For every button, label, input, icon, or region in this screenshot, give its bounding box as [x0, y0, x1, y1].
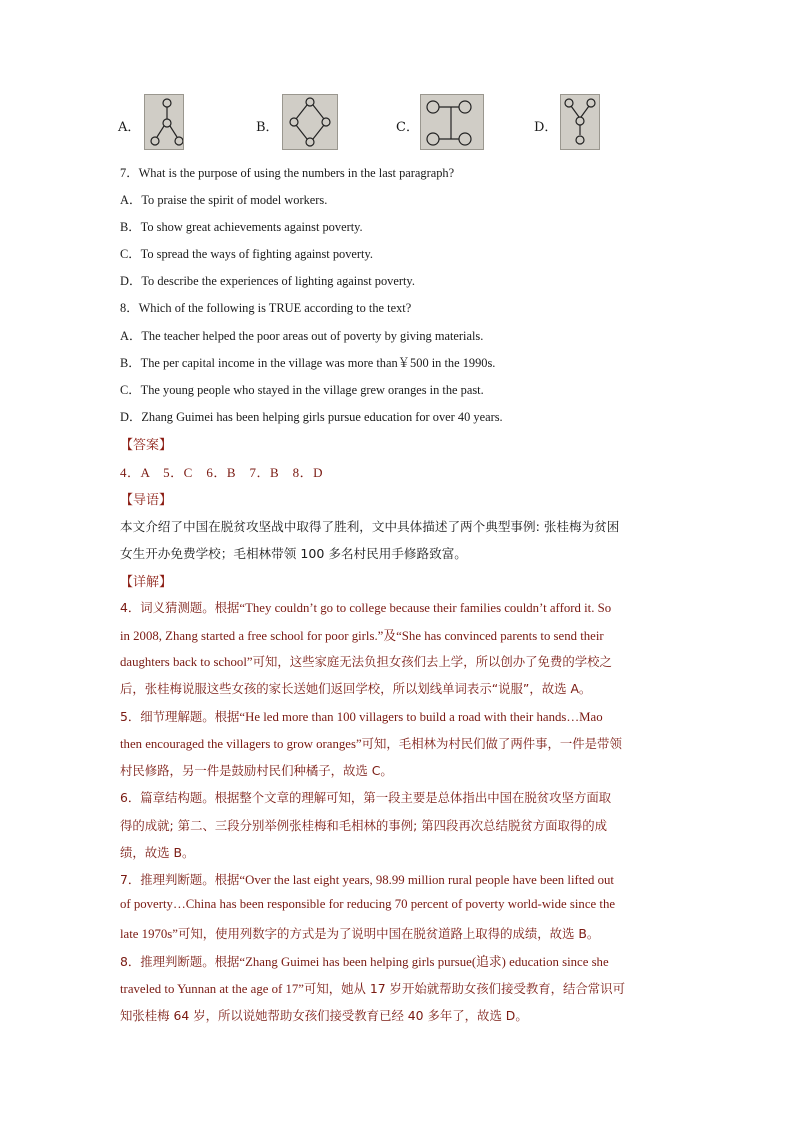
- detail-7-quote-cont: of poverty…China has been responsible for reducing 70 percent of poverty world-wide since the: [120, 897, 616, 911]
- detail-heading: 【详解】: [120, 575, 173, 590]
- q8-option-a: A．The teacher helped the poor areas out of poverty by giving materials.: [120, 329, 484, 343]
- detail-7-explain: 可知，使用列数字的方式是为了说明中国在脱贫道路上取得的成绩，故选 B。: [177, 926, 600, 941]
- detail-4-conclusion: 后，张桂梅说服这些女孩的家长送她们返回学校，所以划线单词表示“说服”，故选 A。: [120, 681, 592, 696]
- option-b-diagram: [282, 94, 338, 150]
- option-b-letter: B．: [256, 120, 279, 135]
- detail-6-line-3: [120, 843, 194, 861]
- q8-option-b: B．The per capital income in the village was more than￥500 in the 1990s.: [120, 356, 496, 370]
- detail-4-quote-end: daughters back to school”: [120, 655, 253, 669]
- detail-8-label: 8．推理判断题。根据: [120, 954, 240, 969]
- detail-5-line-1: [120, 707, 603, 725]
- detail-5-conclusion: 村民修路，另一件是鼓励村民们种橘子，故选 C。: [120, 763, 393, 778]
- detail-6-text-1: 6．篇章结构题。根据整个文章的理解可知，第一段主要是总体指出中国在脱贫攻坚方面取: [120, 790, 612, 805]
- q7-option-a: A．To praise the spirit of model workers.: [120, 193, 328, 207]
- detail-6-text-3: 绩，故选 B。: [120, 845, 195, 860]
- detail-5-line-3: [120, 761, 393, 779]
- detail-4-line-1: [120, 598, 611, 616]
- detail-4-label: 4．词义猜测题。根据: [120, 600, 240, 615]
- detail-8-explain: 可知，她从 17 岁开始就帮助女孩们接受教育，结合常识可: [303, 981, 625, 996]
- option-diagrams-row: [118, 94, 678, 154]
- detail-5-explain: 可知，毛相林为村民们做了两件事，一件是带领: [361, 736, 622, 751]
- detail-5-quote-end: then encouraged the villagers to grow oranges”: [120, 737, 362, 751]
- detail-7-quote-end: late 1970s”: [120, 927, 178, 941]
- detail-7-line-1: [120, 870, 614, 888]
- detail-6-line-2: [120, 816, 607, 834]
- guide-text-line-1: 本文介绍了中国在脱贫攻坚战中取得了胜利，文中具体描述了两个典型事例: 张桂梅为贫困: [120, 519, 620, 534]
- option-c-letter: C．: [396, 120, 419, 135]
- detail-6-line-1: [120, 788, 611, 806]
- detail-8-line-1: [120, 951, 609, 970]
- q8-option-d: D．Zhang Guimei has been helping girls pursue education for over 40 years.: [120, 410, 503, 424]
- detail-7-line-2: [120, 897, 615, 912]
- detail-8-line-2: [120, 979, 625, 997]
- detail-8-quote: “Zhang Guimei has been helping girls pursue(追求) education since she: [239, 955, 609, 969]
- answer-heading: 【答案】: [120, 438, 173, 453]
- option-a-diagram: [144, 94, 184, 150]
- answer-key: 4．A 5．C 6．B 7．B 8．D: [120, 465, 324, 480]
- guide-heading: 【导语】: [120, 493, 173, 508]
- detail-8-line-3: [120, 1006, 528, 1024]
- detail-8-quote-end: traveled to Yunnan at the age of 17”: [120, 982, 304, 996]
- guide-text-line-2: 女生开办免费学校；毛相林带领 100 多名村民用手修路致富。: [120, 546, 467, 561]
- q7-option-d: D．To describe the experiences of lighting against poverty.: [120, 274, 415, 288]
- detail-4-quote: “They couldn’t go to college because their families couldn’t afford it. So: [239, 601, 612, 615]
- option-a-letter: A．: [118, 120, 141, 135]
- detail-4-quote-cont: in 2008, Zhang started a free school for poor girls.”及“She has convinced parents to send their: [120, 629, 604, 643]
- detail-7-line-3: [120, 924, 599, 942]
- detail-4-line-3: [120, 652, 612, 670]
- option-d-letter: D．: [534, 120, 558, 135]
- q8-option-c: C．The young people who stayed in the village grew oranges in the past.: [120, 383, 484, 397]
- detail-5-line-2: [120, 734, 622, 752]
- detail-5-label: 5．细节理解题。根据: [120, 709, 240, 724]
- detail-6-text-2: 得的成就; 第二、三段分别举例张桂梅和毛相林的事例; 第四段再次总结脱贫方面取得的成: [120, 818, 608, 833]
- detail-4-explain: 可知，这些家庭无法负担女孩们去上学，所以创办了免费的学校之: [252, 654, 612, 669]
- option-d-diagram: [560, 94, 600, 150]
- q7-option-c: C．To spread the ways of fighting against poverty.: [120, 247, 373, 261]
- detail-4-line-2: [120, 625, 604, 644]
- detail-5-quote: “He led more than 100 villagers to build a road with their hands…Mao: [239, 710, 603, 724]
- detail-8-conclusion: 知张桂梅 64 岁，所以说她帮助女孩们接受教育已经 40 多年了，故选 D。: [120, 1008, 528, 1023]
- option-c-diagram: [420, 94, 484, 150]
- detail-7-label: 7．推理判断题。根据: [120, 872, 240, 887]
- q7-stem: 7．What is the purpose of using the numbers in the last paragraph?: [120, 166, 455, 180]
- q8-stem: 8．Which of the following is TRUE according to the text?: [120, 301, 412, 315]
- detail-7-quote: “Over the last eight years, 98.99 million rural people have been lifted out: [239, 873, 614, 887]
- q7-option-b: B．To show great achievements against poverty.: [120, 220, 363, 234]
- detail-4-line-4: [120, 679, 591, 697]
